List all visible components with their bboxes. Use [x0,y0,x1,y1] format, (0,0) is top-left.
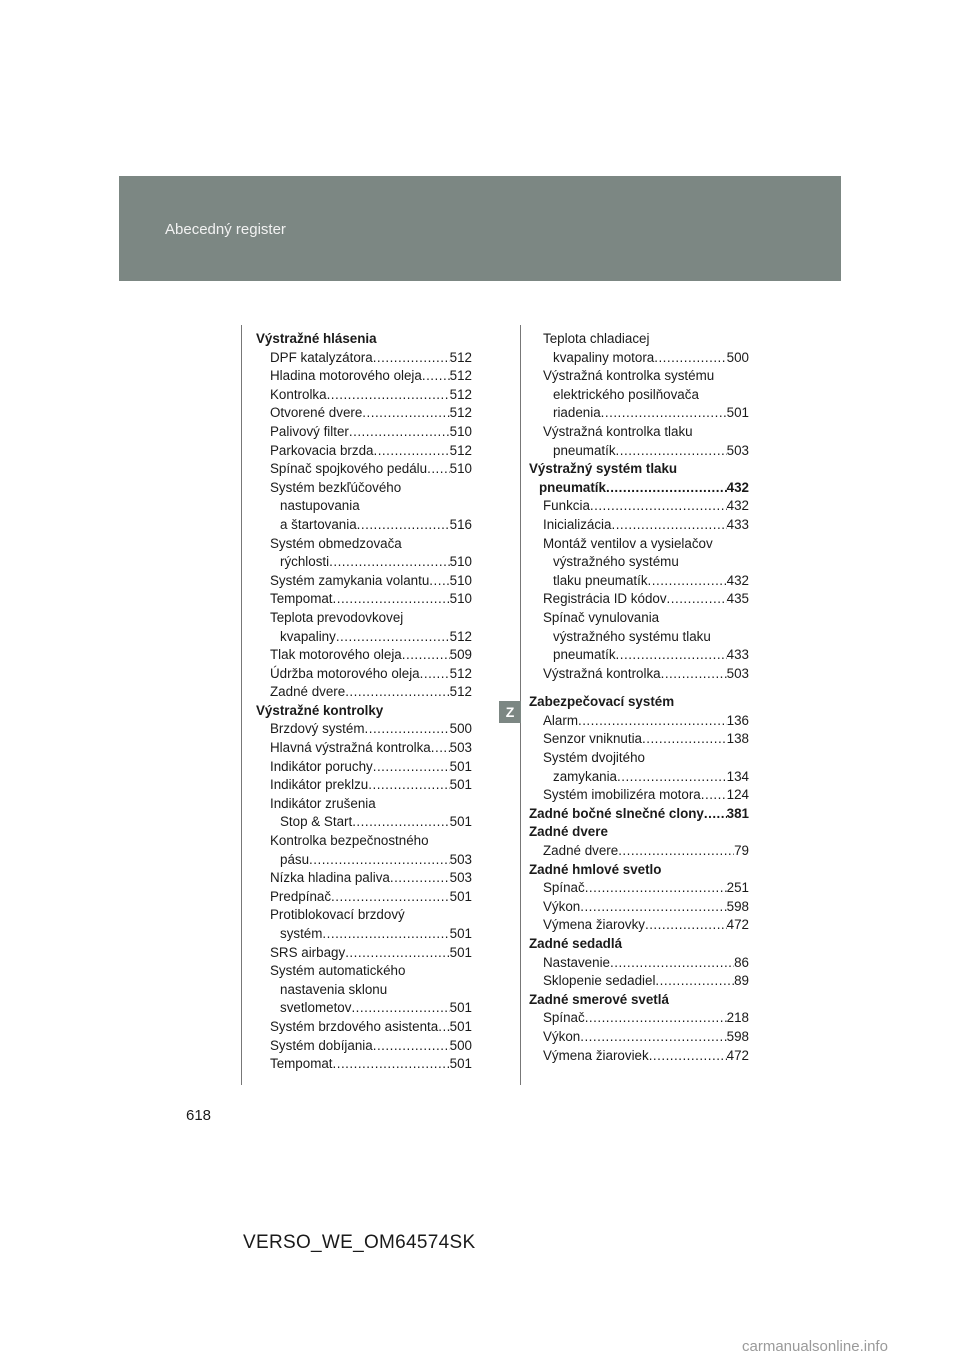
leader-dots [610,954,734,973]
entry-text: nastupovania [280,498,360,514]
entry-text: Sklopenie sedadiel [543,973,656,989]
index-entry [529,553,749,572]
entry-text: svetlometov [280,1000,352,1016]
index-entry [256,851,472,870]
entry-page: 501 [449,758,472,774]
index-entry [529,404,749,423]
index-entry [256,553,472,572]
document-code: VERSO_WE_OM64574SK [243,1232,476,1253]
index-entry [529,861,749,880]
entry-text: elektrického posilňovača [553,386,699,402]
entry-page: 432 [726,572,749,588]
leader-dots [373,1037,450,1056]
index-entry [529,628,749,647]
entry-text: tlaku pneumatík [553,572,648,588]
index-entry [529,590,749,609]
index-entry [529,349,749,368]
index-entry [529,768,749,787]
watermark: carmanualsonline.info [742,1338,888,1355]
entry-page: 512 [449,442,472,458]
leader-dots [327,386,450,405]
index-entry [529,460,749,479]
entry-text: rýchlosti [280,554,330,570]
entry-page: 516 [449,516,472,532]
entry-text: Zadné dvere [529,824,608,840]
entry-page: 89 [734,973,749,989]
entry-text: riadenia [553,405,601,421]
index-entry [256,590,472,609]
index-entry [529,786,749,805]
entry-page: 435 [726,591,749,607]
entry-text: Kontrolka [270,386,327,402]
entry-text: Systém dobíjania [270,1037,373,1053]
entry-text: Protiblokovací brzdový [270,907,405,923]
index-entry [256,832,472,851]
leader-dots [611,516,726,535]
index-entry [256,925,472,944]
entry-page: 251 [726,880,749,896]
entry-text: Hlavná výstražná kontrolka [270,740,431,756]
entry-page: 501 [449,1056,472,1072]
leader-dots [580,1028,726,1047]
index-entry [256,367,472,386]
index-entry [256,404,472,423]
index-entry [256,609,472,628]
entry-page: 501 [449,926,472,941]
entry-page: 512 [449,684,472,700]
entry-text: Tempomat [270,591,333,607]
entry-page: 503 [726,442,749,458]
leader-dots [322,925,449,944]
entry-text: Zadné hmlové svetlo [529,861,662,877]
entry-page: 136 [726,712,749,728]
entry-text: zamykania [553,768,618,784]
entry-text: Tempomat [270,1056,333,1072]
entry-text: Montáž ventilov a vysielačov [543,535,713,551]
entry-text: výstražného systému tlaku [553,628,711,644]
leader-dots [645,916,727,935]
entry-text: Výmena žiarovky [543,917,645,933]
entry-page: 432 [726,498,749,514]
index-entry [529,842,749,861]
entry-text: Spínač [543,1010,585,1026]
leader-dots [309,851,450,870]
index-entry [529,916,749,935]
entry-text: SRS airbagy [270,944,346,960]
entry-page: 512 [449,665,472,681]
entry-text: Indikátor poruchy [270,758,373,774]
index-entry [529,479,749,498]
entry-text: Senzor vniknutia [543,731,642,747]
leader-dots [648,572,727,591]
leader-dots [701,786,727,805]
index-entry [256,572,472,591]
entry-page: 503 [449,740,472,756]
leader-dots [616,442,727,461]
entry-text: Výmena žiaroviek [543,1047,649,1063]
leader-dots [661,665,727,684]
leader-dots [642,730,727,749]
entry-text: kvapaliny motora [553,349,655,365]
entry-text: Zadné dvere [543,843,619,859]
leader-dots [654,349,726,368]
leader-dots [336,628,450,647]
entry-text: Systém brzdového asistenta [270,1018,439,1034]
index-entry [256,1018,472,1037]
index-entry [256,962,472,981]
index-entry [256,460,472,479]
index-entry [256,981,472,1000]
entry-page: 510 [449,572,472,588]
entry-page: 512 [449,386,472,402]
index-entry [529,386,749,405]
index-entry [256,720,472,739]
entry-text: Spínač vynulovania [543,609,660,625]
leader-dots [617,768,727,787]
leader-dots [431,739,450,758]
leader-dots [373,442,449,461]
entry-text: Systém dvojitého [543,750,645,766]
entry-page: 501 [449,1000,472,1016]
entry-page: 381 [726,805,749,821]
entry-text: Funkcia [543,498,590,514]
entry-page: 512 [449,349,472,365]
entry-page: 501 [726,405,749,421]
leader-dots [345,944,449,963]
entry-text: systém [280,926,323,941]
entry-text: pneumatík [539,479,606,495]
entry-text: pneumatík [553,442,616,458]
leader-dots [373,349,450,368]
leader-dots [429,572,449,591]
entry-text: Výkon [543,1028,581,1044]
entry-text: Spínač [543,880,585,896]
entry-page: 510 [449,554,472,570]
entry-text: Výstražné hlásenia [256,331,377,346]
leader-dots [606,479,727,498]
leader-dots [362,404,449,423]
entry-text: Systém obmedzovača [270,535,402,551]
entry-page: 218 [726,1010,749,1026]
index-entry [529,730,749,749]
entry-text: Nastavenie [543,954,610,970]
entry-page: 501 [449,814,472,830]
leader-dots [333,590,450,609]
leader-dots [365,720,450,739]
entry-page: 124 [726,787,749,803]
entry-page: 510 [449,423,472,439]
entry-page: 472 [726,1047,749,1063]
entry-text: Systém imobilizéra motora [543,787,701,803]
entry-text: Brzdový systém [270,721,365,737]
index-entry [256,888,472,907]
index-entry [256,1055,472,1074]
entry-page: 510 [449,461,472,477]
index-entry [529,879,749,898]
leader-dots [352,813,449,832]
entry-page: 598 [726,1028,749,1044]
index-entry [256,349,472,368]
index-entry [256,423,472,442]
entry-page: 501 [449,777,472,793]
leader-dots [331,888,450,907]
index-entry [256,944,472,963]
leader-dots [438,1018,449,1037]
entry-text: Systém zamykania volantu [270,572,430,588]
index-entry [256,330,472,349]
entry-page: 432 [726,479,749,495]
leader-dots [420,665,450,684]
index-entry [529,991,749,1010]
index-entry [529,805,749,824]
entry-text: pneumatík [553,647,616,663]
index-entry [256,758,472,777]
entry-text: Predpínač [270,888,332,904]
entry-page: 500 [449,721,472,737]
index-entry [529,1009,749,1028]
index-entry [256,479,472,498]
leader-dots [390,869,450,888]
leader-dots [667,590,727,609]
entry-page: 503 [449,851,472,867]
index-entry [529,935,749,954]
leader-dots [349,423,450,442]
page-number: 618 [186,1107,212,1124]
entry-page: 503 [449,870,472,886]
leader-dots [585,879,727,898]
entry-text: Spínač spojkového pedálu [270,461,428,477]
entry-text: Alarm [543,712,578,728]
entry-text: Systém automatického [270,963,406,979]
index-entry [256,702,472,721]
index-entry [529,572,749,591]
entry-page: 500 [726,349,749,365]
leader-dots [329,553,450,572]
entry-text: Zabezpečovací systém [529,694,675,710]
index-entry [256,497,472,516]
entry-text: Výstražný systém tlaku [529,461,678,477]
entry-page: 501 [449,1018,472,1034]
leader-dots [590,497,727,516]
entry-text: Palivový filter [270,423,349,439]
index-entry [529,954,749,973]
index-entry [256,516,472,535]
index-entry [529,693,749,712]
entry-text: DPF katalyzátora [270,349,373,365]
index-entry [529,535,749,554]
index-entry [529,330,749,349]
leader-dots [578,712,727,731]
entry-text: Teplota prevodovkovej [270,609,404,625]
index-entry [529,442,749,461]
index-entry [256,869,472,888]
entry-text: Zadné dvere [270,684,346,700]
index-entry [256,813,472,832]
entry-page: 501 [449,944,472,960]
entry-text: Parkovacia brzda [270,442,374,458]
entry-text: Výkon [543,898,581,914]
index-entry [256,999,472,1018]
entry-text: Výstražná kontrolka tlaku [543,423,693,439]
index-entry [529,823,749,842]
index-entry [529,497,749,516]
index-entry [256,795,472,814]
entry-text: Otvorené dvere [270,405,363,421]
entry-text: Zadné smerové svetlá [529,991,669,1007]
entry-page: 512 [449,368,472,384]
entry-page: 510 [449,591,472,607]
entry-text: nastavenia sklonu [280,981,388,997]
entry-text: Registrácia ID kódov [543,591,667,607]
index-entry [256,739,472,758]
leader-dots [351,999,449,1018]
entry-text: Inicializácia [543,516,612,532]
entry-text: Nízka hladina paliva [270,870,390,886]
entry-text: Tlak motorového oleja [270,647,402,663]
leader-dots [427,460,450,479]
entry-text: Kontrolka bezpečnostného [270,833,429,849]
column-divider-left [241,325,242,1085]
entry-page: 503 [726,665,749,681]
entry-page: 134 [726,768,749,784]
entry-page: 433 [726,516,749,532]
letter-tab: Z [499,701,521,723]
index-entry [529,665,749,684]
entry-page: 501 [449,888,472,904]
entry-text: Hladina motorového oleja [270,368,422,384]
leader-dots [333,1055,450,1074]
index-entry [529,423,749,442]
entry-page: 500 [449,1037,472,1053]
index-entry [256,386,472,405]
leader-dots [601,404,727,423]
index-column-left [256,330,472,1074]
entry-text: Indikátor zrušenia [270,795,376,811]
entry-text: Údržba motorového oleja [270,665,420,681]
index-entry [529,1028,749,1047]
leader-dots [649,1047,727,1066]
leader-dots [402,646,450,665]
leader-dots [655,972,734,991]
index-entry [256,442,472,461]
index-entry [529,898,749,917]
index-entry [529,972,749,991]
index-entry [256,1037,472,1056]
section-title: Abecedný register [165,221,286,238]
entry-text: Výstražná kontrolka systému [543,368,715,384]
entry-page: 598 [726,898,749,914]
entry-text: Výstražné kontrolky [256,702,384,718]
entry-page: 512 [449,628,472,644]
header-band [119,176,841,281]
index-entry [529,1047,749,1066]
index-entry [529,609,749,628]
leader-dots [345,683,449,702]
index-column-right [529,330,749,1065]
index-entry [529,367,749,386]
entry-page: 79 [734,843,749,859]
index-entry [256,776,472,795]
index-entry [529,646,749,665]
leader-dots [422,367,450,386]
leader-dots [704,805,727,824]
entry-text: Zadné sedadlá [529,936,623,951]
entry-page: 472 [726,917,749,933]
entry-page: 509 [449,647,472,663]
entry-text: Výstražná kontrolka [543,665,661,681]
entry-page: 138 [726,731,749,747]
leader-dots [585,1009,727,1028]
entry-text: Systém bezkľúčového [270,479,402,495]
leader-dots [618,842,734,861]
entry-text: Teplota chladiacej [543,331,650,346]
leader-dots [357,516,450,535]
entry-page: 433 [726,647,749,663]
index-entry [529,749,749,768]
index-entry [529,712,749,731]
index-entry [256,535,472,554]
entry-text: pásu [280,851,310,867]
entry-text: Indikátor preklzu [270,777,369,793]
index-entry [256,646,472,665]
leader-dots [373,758,450,777]
entry-text: Stop & Start [280,814,353,830]
leader-dots [368,776,449,795]
index-entry [256,906,472,925]
entry-text: výstražného systému [553,554,679,570]
entry-text: Zadné bočné slnečné clony [529,805,704,821]
index-entry [256,683,472,702]
entry-page: 86 [734,954,749,970]
leader-dots [580,898,726,917]
leader-dots [616,646,727,665]
index-entry [256,665,472,684]
entry-text: a štartovania [280,516,357,532]
entry-page: 512 [449,405,472,421]
index-entry [256,628,472,647]
entry-text: kvapaliny [280,628,336,644]
index-entry [529,516,749,535]
